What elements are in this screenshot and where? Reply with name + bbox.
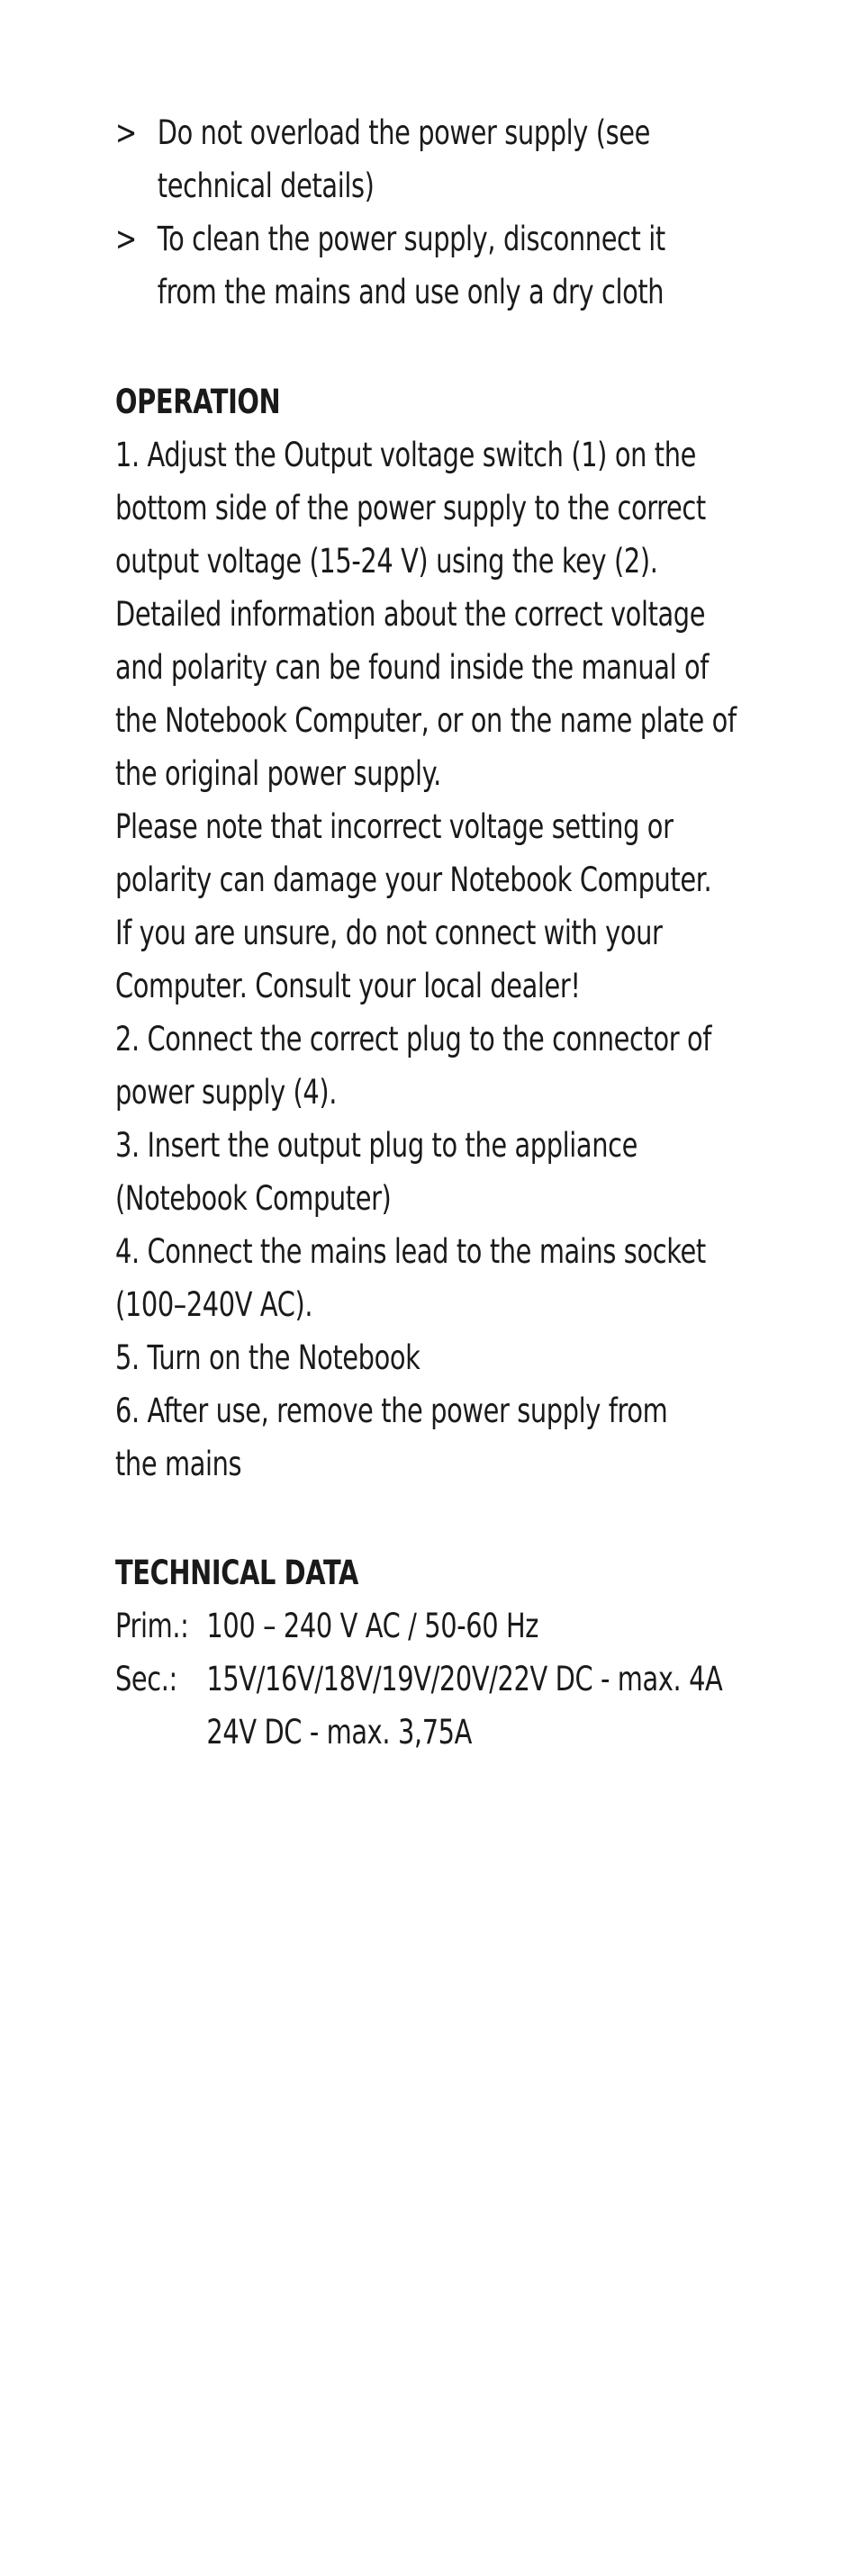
operation-line: 6. After use, remove the power supply from (115, 1392, 668, 1430)
bullet-marker: > (115, 113, 137, 152)
safety-item-line: technical details) (157, 167, 375, 205)
safety-item-line: Do not overload the power supply (see (157, 113, 651, 152)
safety-item-cleaning (115, 212, 764, 319)
operation-line: polarity can damage your Notebook Computer. (115, 860, 712, 899)
operation-line: the original power supply. (115, 754, 441, 793)
operation-line: power supply (4). (115, 1073, 338, 1112)
operation-line: output voltage (15-24 V) using the key (2). (115, 542, 658, 581)
spec-value: 24V DC - max. 3,75A (206, 1713, 472, 1752)
operation-line: 3. Insert the output plug to the appliance (115, 1126, 637, 1165)
operation-line: 4. Connect the mains lead to the mains socket (115, 1232, 706, 1271)
technical-data-heading: TECHNICAL DATA (115, 1554, 358, 1592)
operation-line: 2. Connect the correct plug to the connector of (115, 1020, 712, 1058)
safety-item-line: from the mains and use only a dry cloth (157, 273, 665, 311)
safety-item-line: To clean the power supply, disconnect it (157, 220, 665, 258)
operation-line: bottom side of the power supply to the correct (115, 489, 706, 527)
operation-line: (100–240V AC). (115, 1285, 313, 1324)
operation-line: Please note that incorrect voltage setting or (115, 807, 674, 846)
operation-line: 1. Adjust the Output voltage switch (1) on the (115, 436, 696, 474)
operation-line: Detailed information about the correct voltage (115, 595, 706, 634)
manual-page (115, 106, 764, 1759)
spec-label: Sec.: (115, 1660, 177, 1698)
operation-line: the mains (115, 1445, 242, 1483)
spec-row-secondary (115, 1653, 764, 1759)
operation-line: If you are unsure, do not connect with your (115, 914, 663, 952)
operation-line: (Notebook Computer) (115, 1179, 392, 1218)
spec-row-primary (115, 1599, 764, 1653)
spec-value: 100 – 240 V AC / 50-60 Hz (206, 1607, 539, 1645)
operation-steps (115, 428, 764, 1491)
operation-line: and polarity can be found inside the manual of (115, 648, 710, 687)
safety-item-overload (115, 106, 764, 212)
bullet-marker: > (115, 220, 137, 258)
operation-line: 5. Turn on the Notebook (115, 1338, 420, 1377)
spec-label: Prim.: (115, 1607, 189, 1645)
operation-line: Computer. Consult your local dealer! (115, 967, 581, 1005)
operation-line: the Notebook Computer, or on the name plate of (115, 701, 737, 740)
operation-heading: OPERATION (115, 383, 281, 421)
spec-value: 15V/16V/18V/19V/20V/22V DC - max. 4A (206, 1660, 723, 1698)
